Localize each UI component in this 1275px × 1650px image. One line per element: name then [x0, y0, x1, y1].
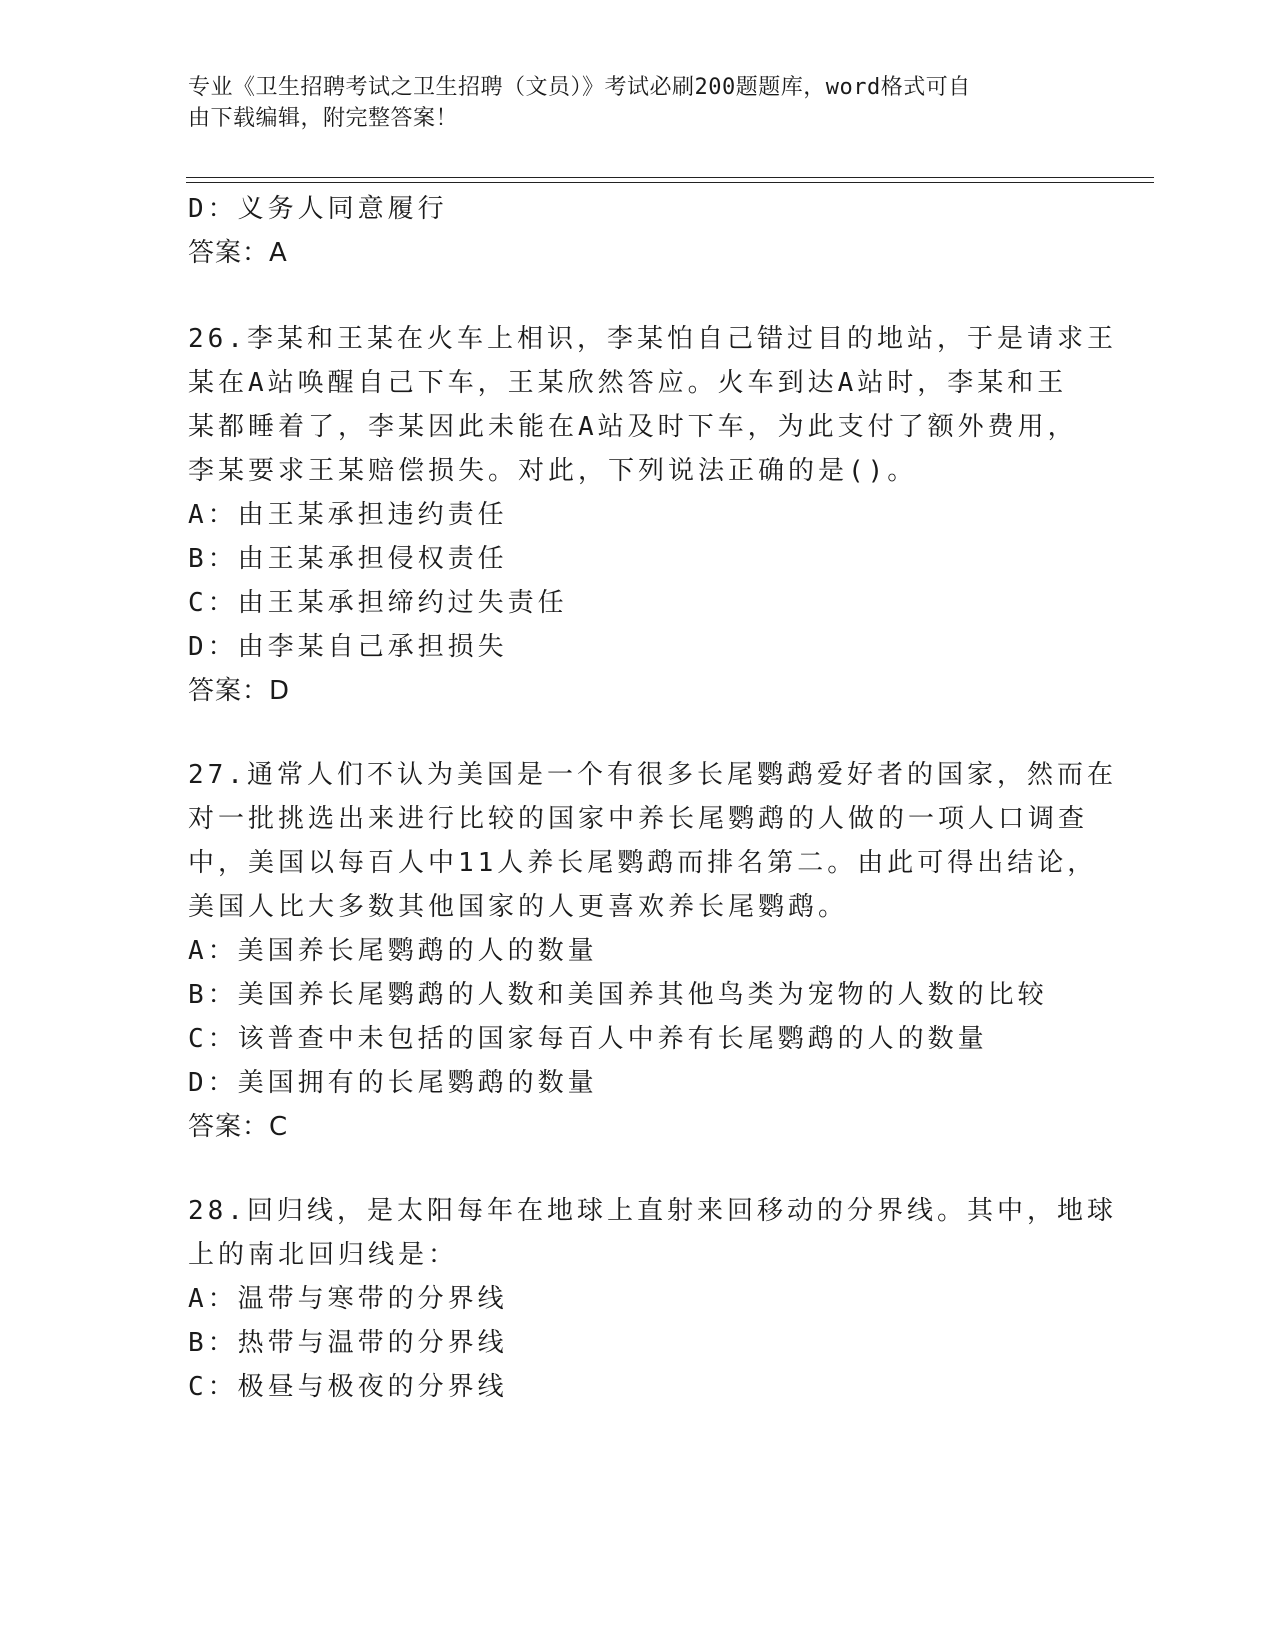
- header-divider-bottom: [186, 182, 1154, 183]
- question-28-option-c: C：极昼与极夜的分界线: [188, 1372, 508, 1402]
- question-28-option-b: B：热带与温带的分界线: [188, 1328, 508, 1358]
- header-line-2: 由下载编辑，附完整答案！: [188, 106, 459, 131]
- question-27-stem-line-3: 中，美国以每百人中11人养长尾鹦鹉而排名第二。由此可得出结论，: [188, 848, 1098, 878]
- question-27-option-d: D：美国拥有的长尾鹦鹉的数量: [188, 1068, 598, 1098]
- question-26-option-b: B：由王某承担侵权责任: [188, 544, 508, 574]
- question-26-option-a: A：由王某承担违约责任: [188, 500, 508, 530]
- question-27-stem-line-2: 对一批挑选出来进行比较的国家中养长尾鹦鹉的人做的一项人口调查: [188, 804, 1089, 834]
- question-28-option-a: A：温带与寒带的分界线: [188, 1284, 508, 1314]
- question-27-answer: 答案：C: [188, 1112, 289, 1142]
- question-27-option-c: C：该普查中未包括的国家每百人中养有长尾鹦鹉的人的数量: [188, 1024, 988, 1054]
- question-27-option-a: A：美国养长尾鹦鹉的人的数量: [188, 936, 598, 966]
- document-header: [188, 72, 1068, 134]
- prev-option-d: D：义务人同意履行: [188, 194, 448, 224]
- question-26-option-d: D：由李某自己承担损失: [188, 632, 508, 662]
- header-line-1: 专业《卫生招聘考试之卫生招聘（文员）》考试必刷200题题库，word格式可自: [188, 75, 971, 100]
- prev-answer: 答案：A: [188, 238, 288, 268]
- question-26-stem-line-1: 26.李某和王某在火车上相识，李某怕自己错过目的地站，于是请求王: [188, 324, 1117, 354]
- question-28-stem-line-2: 上的南北回归线是：: [188, 1240, 459, 1270]
- question-27-stem-line-1: 27.通常人们不认为美国是一个有很多长尾鹦鹉爱好者的国家，然而在: [188, 760, 1117, 790]
- question-26-option-c: C：由王某承担缔约过失责任: [188, 588, 568, 618]
- question-26-stem-line-2: 某在A站唤醒自己下车，王某欣然答应。火车到达A站时，李某和王: [188, 368, 1068, 398]
- question-27-stem-line-4: 美国人比大多数其他国家的人更喜欢养长尾鹦鹉。: [188, 892, 849, 922]
- question-26-answer: 答案：D: [188, 676, 291, 706]
- header-divider-top: [186, 177, 1154, 178]
- question-27-option-b: B：美国养长尾鹦鹉的人数和美国养其他鸟类为宠物的人数的比较: [188, 980, 1048, 1010]
- question-26-stem-line-3: 某都睡着了，李某因此未能在A站及时下车，为此支付了额外费用，: [188, 412, 1078, 442]
- question-26-stem-line-4: 李某要求王某赔偿损失。对此，下列说法正确的是()。: [188, 456, 918, 486]
- question-28-stem-line-1: 28.回归线，是太阳每年在地球上直射来回移动的分界线。其中，地球: [188, 1196, 1117, 1226]
